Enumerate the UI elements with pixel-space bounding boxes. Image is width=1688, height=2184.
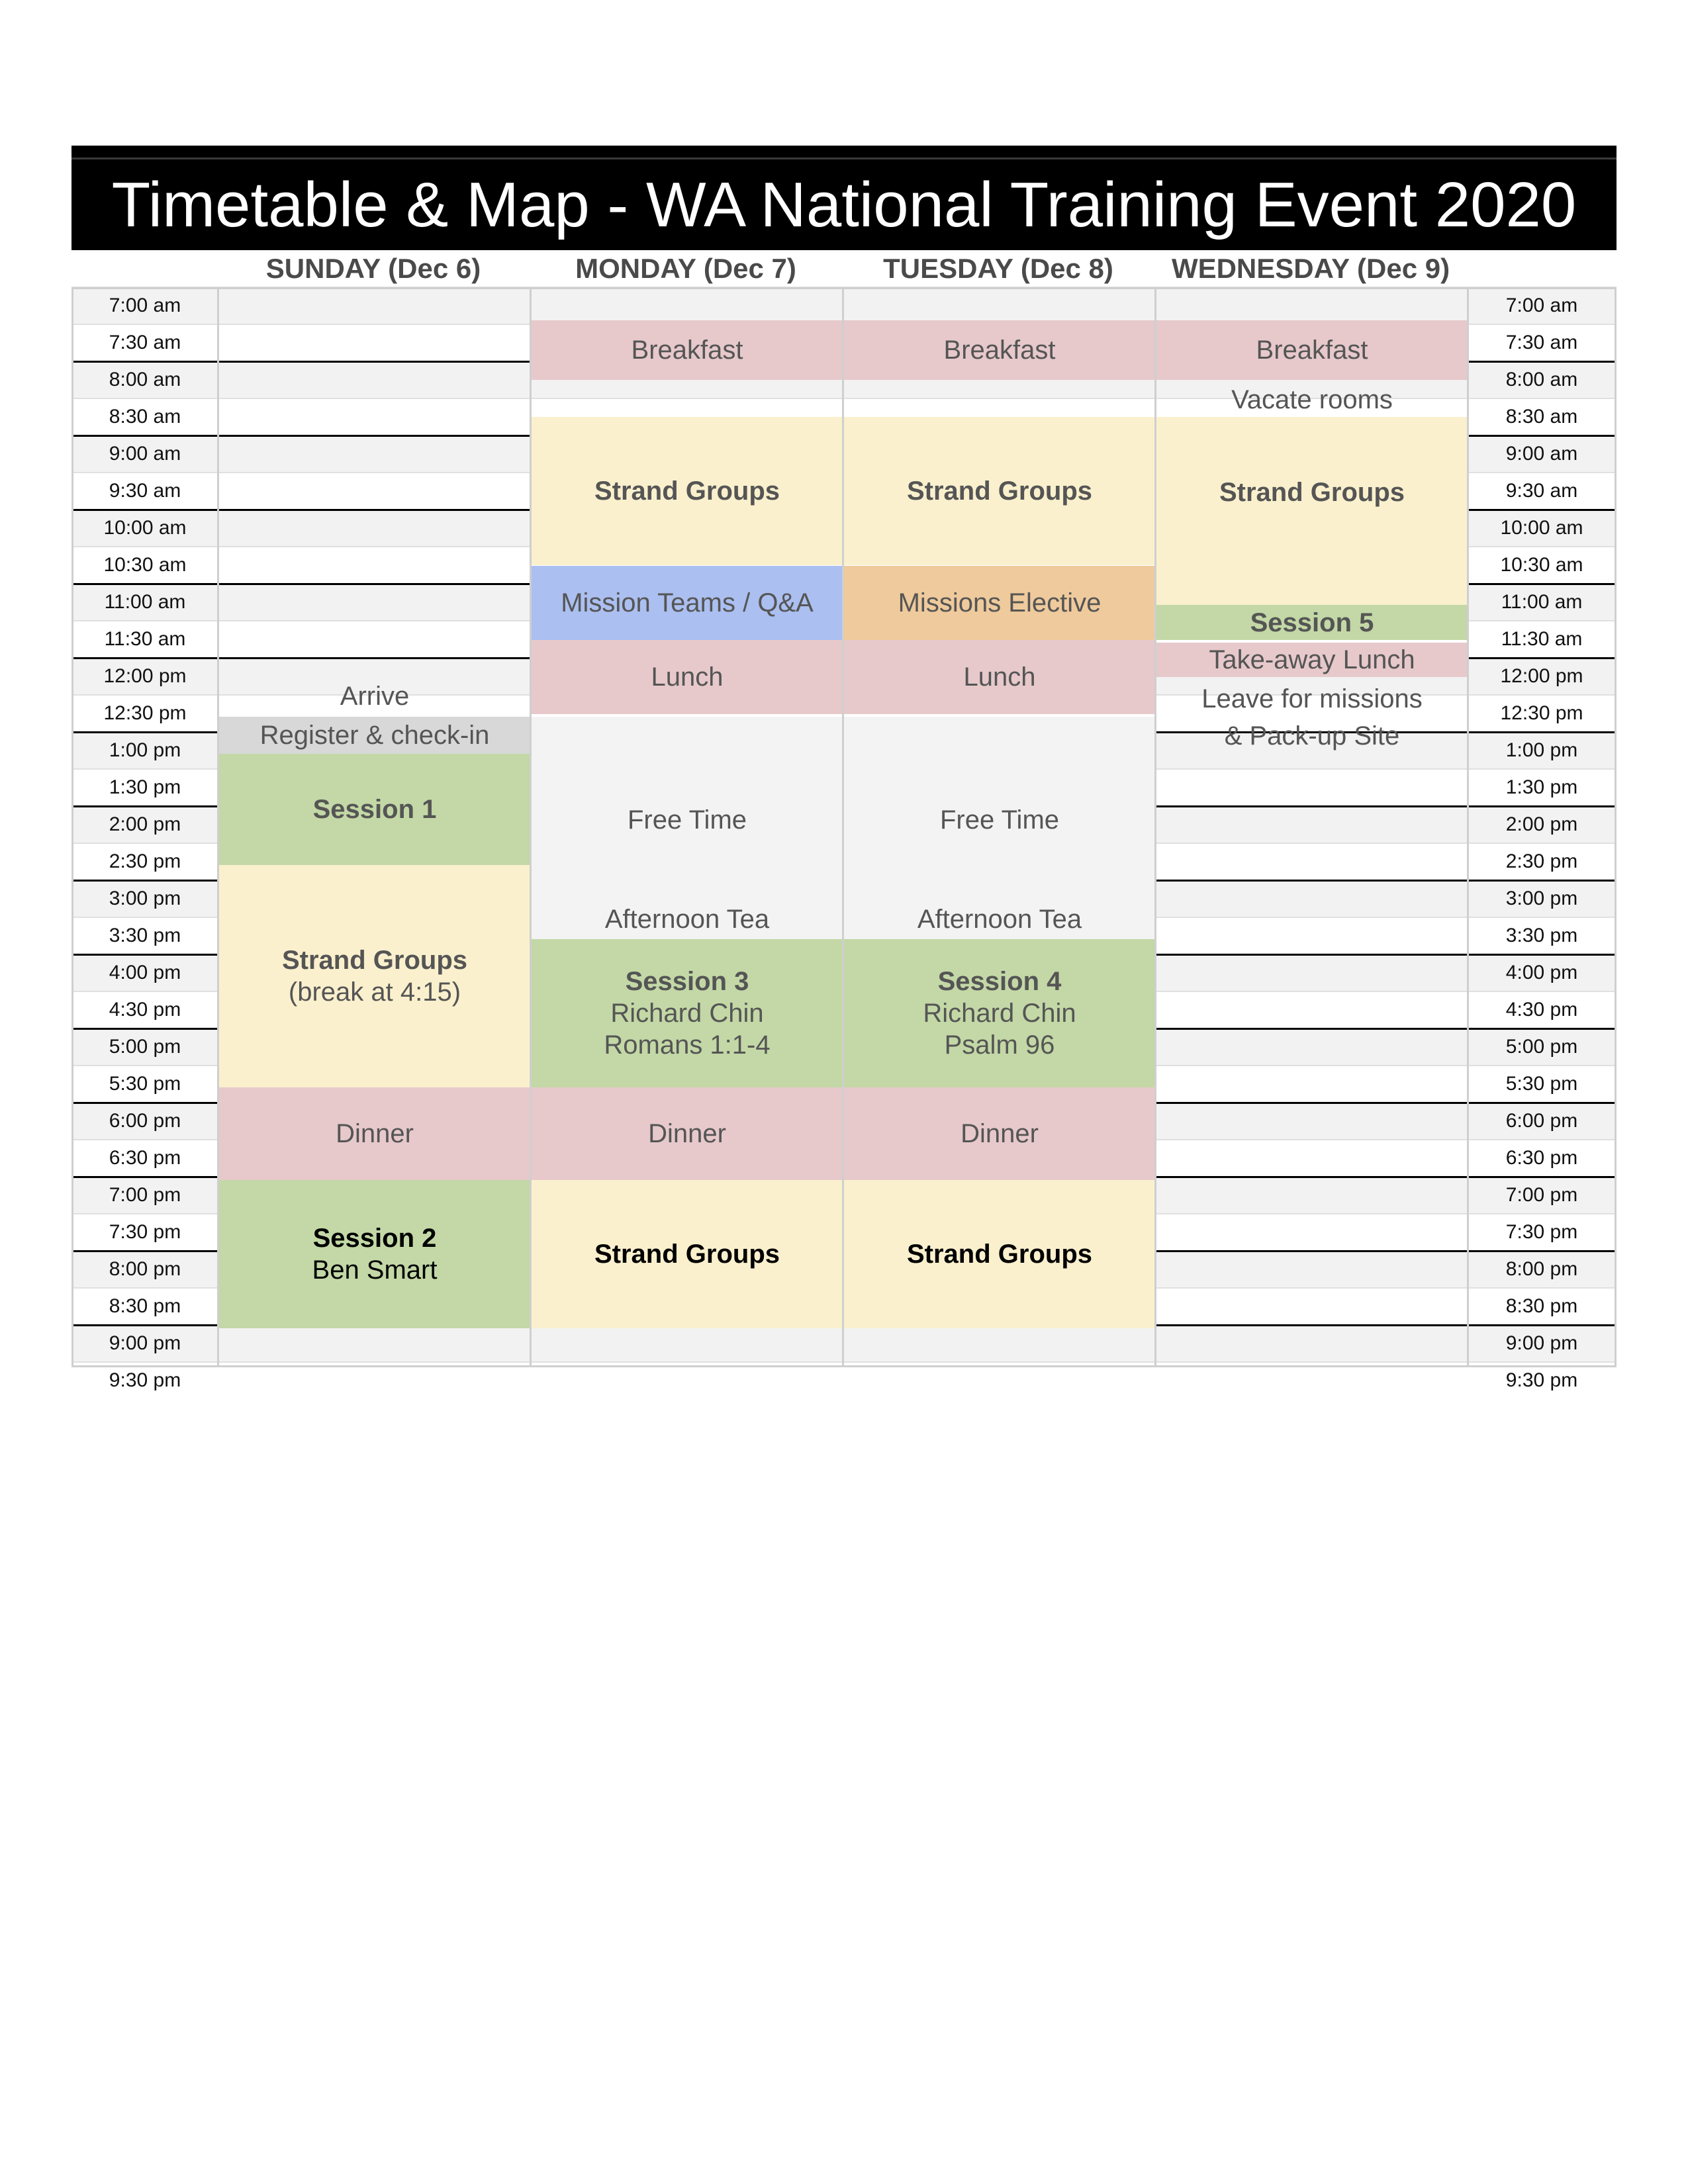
sunday-session-2: Session 2 Ben Smart [218,1180,531,1328]
time-label-left: 11:30 am [104,628,186,650]
sunday-session-1: Session 1 [218,754,531,865]
monday-free-time: Free Time Afternoon Tea [531,717,843,939]
wednesday-takeaway-lunch: Take-away Lunch [1156,643,1468,677]
page-title: Timetable & Map - WA National Training Event 2020 [111,169,1577,240]
time-label-left: 9:30 am [109,480,181,502]
time-label-right: 7:00 pm [1505,1184,1578,1206]
time-label-right: 9:00 am [1505,443,1578,465]
time-label-left: 10:30 am [103,554,187,576]
time-label-right: 5:30 pm [1505,1073,1578,1095]
time-label-right: 7:30 pm [1505,1221,1578,1243]
time-label-right: 6:00 pm [1505,1110,1578,1132]
wednesday-session-5: Session 5 [1156,605,1468,640]
time-label-left: 8:00 am [109,369,181,390]
tuesday-missions-elective: Missions Elective [843,566,1156,640]
time-label-left: 5:30 pm [109,1073,181,1095]
time-label-right: 7:00 am [1505,295,1578,316]
time-label-right: 7:30 am [1505,332,1578,353]
time-label-left: 2:00 pm [109,813,181,835]
time-label-left: 4:30 pm [109,999,181,1021]
wednesday-breakfast: Breakfast [1156,320,1468,380]
time-label-left: 1:00 pm [109,739,181,761]
sunday-arrive: Arrive [340,682,410,711]
monday-lunch: Lunch [531,640,843,714]
time-label-left: 9:30 pm [109,1369,181,1391]
time-label-right: 5:00 pm [1505,1036,1578,1058]
column-divider [1467,287,1469,1367]
tuesday-breakfast: Breakfast [843,320,1156,380]
monday-strand-groups-morning: Strand Groups [531,417,843,565]
time-label-right: 10:30 am [1500,554,1583,576]
time-label-right: 6:30 pm [1505,1147,1578,1169]
time-label-left: 6:30 pm [109,1147,181,1169]
time-label-left: 10:00 am [103,517,187,539]
time-label-right: 8:00 pm [1505,1258,1578,1280]
tuesday-dinner: Dinner [843,1087,1156,1180]
sunday-register: Register & check-in [218,717,531,754]
time-label-right: 9:00 pm [1505,1332,1578,1354]
time-label-left: 7:00 pm [109,1184,181,1206]
time-label-right: 9:30 am [1505,480,1578,502]
time-label-left: 6:00 pm [109,1110,181,1132]
tuesday-session-4: Session 4 Richard Chin Psalm 96 [843,939,1156,1087]
time-label-right: 2:00 pm [1505,813,1578,835]
time-label-right: 11:30 am [1501,628,1583,650]
time-label-right: 8:30 pm [1505,1295,1578,1317]
wednesday-strand-groups: Strand Groups [1156,417,1468,605]
time-label-left: 11:00 am [104,591,186,613]
time-label-left: 3:30 pm [109,925,181,946]
column-divider [217,287,219,1367]
time-label-left: 1:30 pm [109,776,181,798]
tuesday-strand-groups-morning: Strand Groups [843,417,1156,565]
monday-dinner: Dinner [531,1087,843,1180]
time-label-left: 8:30 pm [109,1295,181,1317]
day-header-tuesday: TUESDAY (Dec 8) [883,253,1113,284]
tuesday-lunch: Lunch [843,640,1156,714]
time-label-right: 11:00 am [1501,591,1583,613]
monday-session-3: Session 3 Richard Chin Romans 1:1-4 [531,939,843,1087]
title-banner [71,146,1617,250]
sunday-dinner: Dinner [218,1087,531,1180]
time-label-right: 2:30 pm [1505,850,1578,872]
time-label-right: 4:30 pm [1505,999,1578,1021]
column-divider [842,287,844,1367]
tuesday-free-time: Free Time Afternoon Tea [843,717,1156,939]
monday-strand-groups-evening: Strand Groups [531,1180,843,1328]
time-label-left: 9:00 pm [109,1332,181,1354]
time-label-right: 3:30 pm [1505,925,1578,946]
time-label-left: 7:30 pm [109,1221,181,1243]
time-label-right: 1:30 pm [1505,776,1578,798]
time-label-left: 9:00 am [109,443,181,465]
day-header-monday: MONDAY (Dec 7) [575,253,796,284]
time-label-left: 8:00 pm [109,1258,181,1280]
day-header-sunday: SUNDAY (Dec 6) [265,253,481,284]
time-label-right: 8:30 am [1505,406,1578,428]
sunday-strand-groups: Strand Groups (break at 4:15) [218,865,531,1087]
time-label-left: 4:00 pm [109,962,181,983]
time-label-left: 7:30 am [109,332,181,353]
timetable-frame [71,287,1617,1367]
time-label-right: 3:00 pm [1505,887,1578,909]
time-label-left: 12:00 pm [103,665,187,687]
time-label-left: 8:30 am [109,406,181,428]
time-label-right: 4:00 pm [1505,962,1578,983]
wednesday-vacate-rooms: Vacate rooms [1231,385,1393,414]
time-label-left: 5:00 pm [109,1036,181,1058]
time-label-right: 8:00 am [1505,369,1578,390]
monday-breakfast: Breakfast [531,320,843,380]
time-label-right: 1:00 pm [1505,739,1578,761]
time-label-right: 12:30 pm [1500,702,1583,724]
time-label-left: 2:30 pm [109,850,181,872]
time-label-right: 10:00 am [1500,517,1583,539]
time-label-left: 3:00 pm [109,887,181,909]
time-label-right: 12:00 pm [1500,665,1583,687]
monday-mission-teams: Mission Teams / Q&A [531,566,843,640]
tuesday-strand-groups-evening: Strand Groups [843,1180,1156,1328]
column-divider [1154,287,1156,1367]
column-divider [530,287,532,1367]
day-header-wednesday: WEDNESDAY (Dec 9) [1171,253,1450,284]
wednesday-leave-line-1: Leave for missions [1201,684,1423,713]
time-label-left: 7:00 am [109,295,181,316]
time-label-right: 9:30 pm [1505,1369,1578,1391]
time-label-left: 12:30 pm [103,702,187,724]
wednesday-leave-line-2: & Pack-up Site [1224,721,1400,751]
